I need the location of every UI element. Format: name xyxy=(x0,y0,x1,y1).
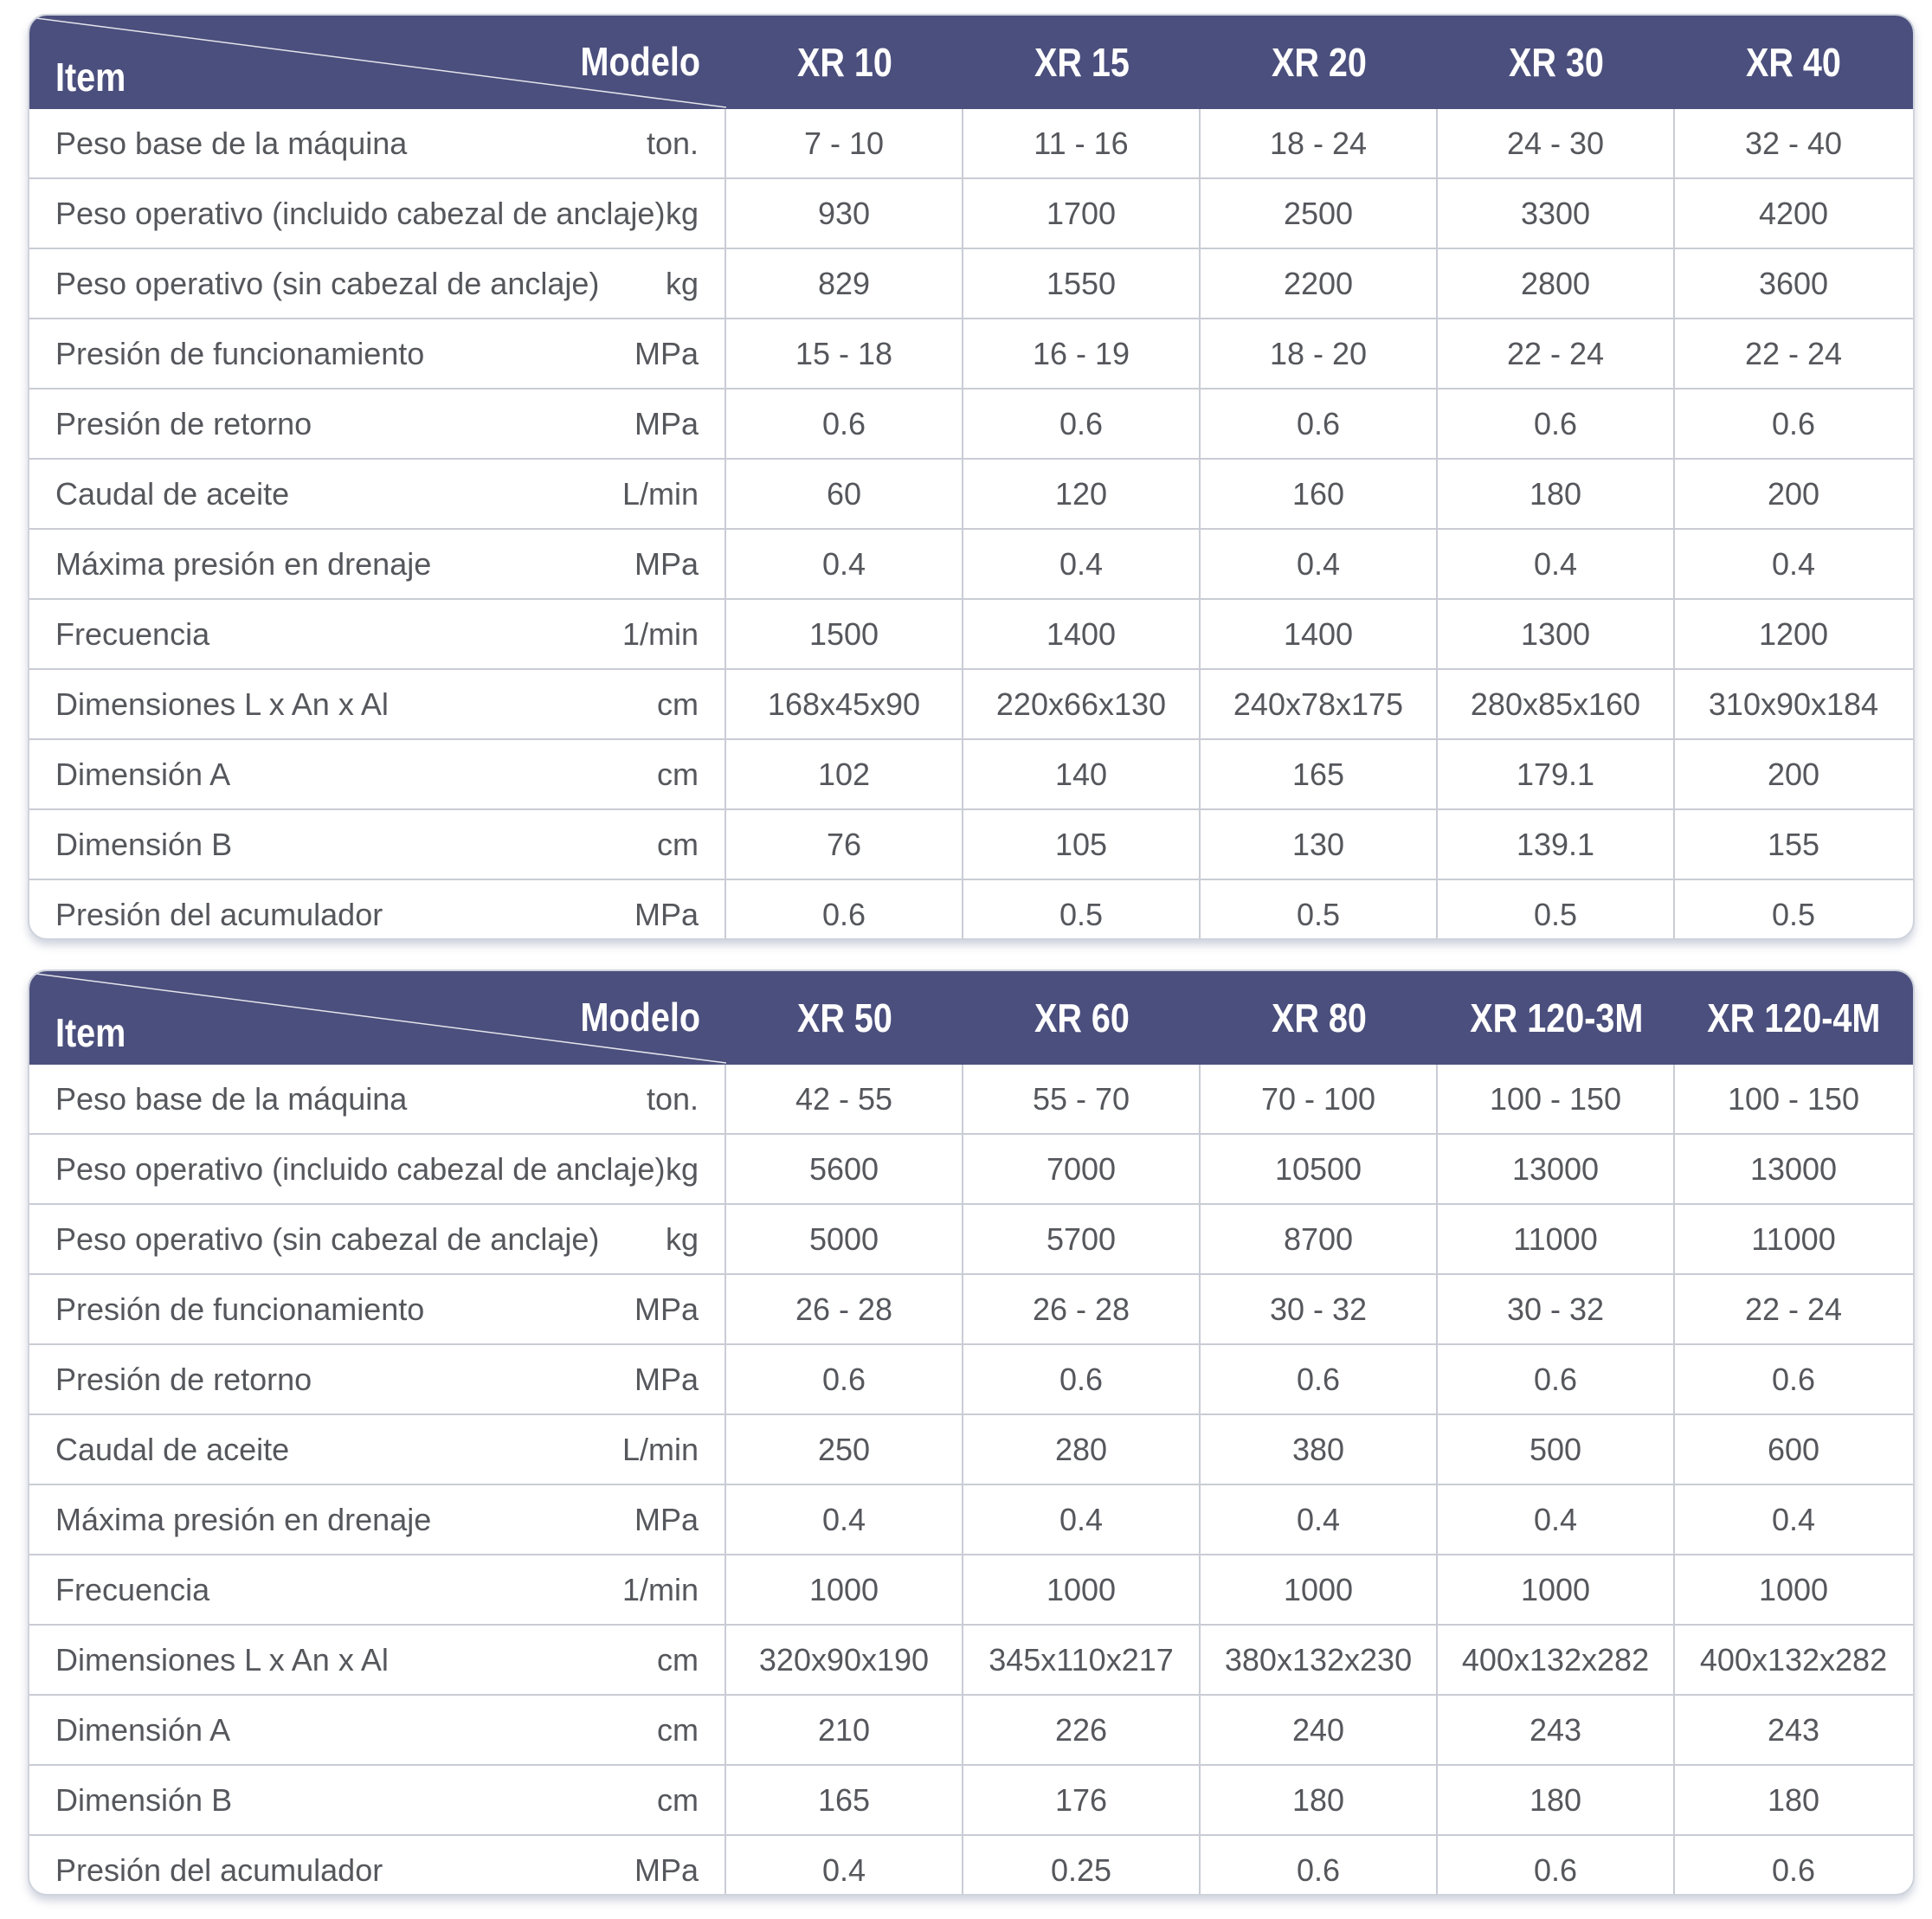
value-cell: 5700 xyxy=(963,1205,1201,1273)
value-cell: 100 - 150 xyxy=(1438,1065,1675,1133)
value-cell: 0.4 xyxy=(1201,530,1438,598)
value-cell: 26 - 28 xyxy=(726,1275,963,1343)
row-label-cell xyxy=(29,600,726,668)
row-label-cell xyxy=(29,319,726,388)
value-cell: 105 xyxy=(963,810,1201,879)
value-cell: 180 xyxy=(1767,1781,1820,1818)
table-row xyxy=(29,738,1913,808)
value-cell: 0.4 xyxy=(726,1485,963,1554)
row-label: Presión de retorno xyxy=(55,405,312,441)
value-cell: 0.4 xyxy=(963,1485,1201,1554)
value-cell: 18 - 24 xyxy=(1201,109,1438,177)
value-cell: 226 xyxy=(963,1696,1201,1764)
row-unit: ton. xyxy=(646,1080,699,1117)
value-cell: 0.6 xyxy=(1438,1836,1675,1896)
row-unit: MPa xyxy=(634,1291,699,1327)
row-label: Máxima presión en drenaje xyxy=(55,1501,432,1537)
row-label-cell xyxy=(29,1836,726,1896)
value-cell: 1400 xyxy=(1201,600,1438,668)
table-row xyxy=(29,388,1913,458)
value-cell: 280x85x160 xyxy=(1438,670,1675,738)
table-row xyxy=(29,528,1913,598)
row-label: Dimensión A xyxy=(55,756,231,792)
value-cell: 70 - 100 xyxy=(1201,1065,1438,1133)
value-cell: 55 - 70 xyxy=(963,1065,1201,1133)
model-header: XR 50 xyxy=(797,995,892,1040)
value-cell: 180 xyxy=(1201,1766,1438,1834)
value-cell: 2800 xyxy=(1438,249,1675,318)
table-row xyxy=(29,109,1913,177)
value-cell: 500 xyxy=(1438,1415,1675,1484)
row-label: Peso operativo (sin cabezal de anclaje) xyxy=(55,1220,600,1257)
table-row xyxy=(29,1273,1913,1343)
row-label: Presión de retorno xyxy=(55,1361,312,1397)
value-cell: 1500 xyxy=(726,600,963,668)
row-label-cell xyxy=(29,880,726,940)
value-cell: 165 xyxy=(726,1766,963,1834)
value-cell: 60 xyxy=(726,460,963,528)
row-label-cell xyxy=(29,1415,726,1484)
value-cell: 0.6 xyxy=(963,1345,1201,1413)
value-cell: 220x66x130 xyxy=(963,670,1201,738)
value-cell: 130 xyxy=(1201,810,1438,879)
value-cell: 11000 xyxy=(1751,1220,1836,1257)
value-cell: 0.4 xyxy=(1438,530,1675,598)
value-cell: 102 xyxy=(726,740,963,808)
value-cell: 24 - 30 xyxy=(1438,109,1675,177)
value-cell: 1000 xyxy=(963,1555,1201,1624)
value-cell: 30 - 32 xyxy=(1201,1275,1438,1343)
value-cell: 140 xyxy=(963,740,1201,808)
row-label-cell xyxy=(29,1065,726,1133)
value-cell: 0.6 xyxy=(1771,1851,1816,1888)
value-cell: 380 xyxy=(1201,1415,1438,1484)
row-unit: MPa xyxy=(634,1501,699,1537)
value-cell: 5600 xyxy=(726,1135,963,1203)
row-label-cell xyxy=(29,1766,726,1834)
table-row xyxy=(29,1203,1913,1273)
value-cell: 0.6 xyxy=(726,390,963,458)
row-label-cell xyxy=(29,249,726,318)
value-cell: 76 xyxy=(726,810,963,879)
value-cell: 0.5 xyxy=(963,880,1201,940)
corner-cell xyxy=(29,16,726,109)
row-label-cell xyxy=(29,390,726,458)
value-cell: 13000 xyxy=(1749,1150,1838,1187)
value-cell: 0.4 xyxy=(1771,1501,1816,1537)
table-row xyxy=(29,808,1913,879)
row-label-cell xyxy=(29,109,726,177)
value-cell: 0.4 xyxy=(963,530,1201,598)
value-cell: 22 - 24 xyxy=(1744,335,1843,371)
row-unit: cm xyxy=(657,1641,699,1678)
value-cell: 280 xyxy=(963,1415,1201,1484)
value-cell: 30 - 32 xyxy=(1438,1275,1675,1343)
value-cell: 0.6 xyxy=(1438,390,1675,458)
value-cell: 0.6 xyxy=(726,880,963,940)
row-label: Peso base de la máquina xyxy=(55,125,408,161)
table-row xyxy=(29,1413,1913,1484)
table-body xyxy=(29,1065,1913,1896)
row-label: Presión de funcionamiento xyxy=(55,335,425,371)
row-label: Dimensión B xyxy=(55,1781,233,1818)
row-label: Dimensiones L x An x Al xyxy=(55,686,389,722)
value-cell: 0.5 xyxy=(1771,896,1816,932)
table-row xyxy=(29,668,1913,738)
row-unit: cm xyxy=(657,756,699,792)
value-cell: 4200 xyxy=(1758,195,1829,231)
value-cell: 1400 xyxy=(963,600,1201,668)
value-cell: 165 xyxy=(1201,740,1438,808)
model-header: XR 15 xyxy=(1034,40,1130,85)
value-cell: 0.6 xyxy=(1438,1345,1675,1413)
value-cell: 2500 xyxy=(1201,179,1438,248)
row-label: Peso operativo (incluido cabezal de anclaje) xyxy=(55,1150,666,1187)
table-row xyxy=(29,1554,1913,1624)
value-cell: 180 xyxy=(1438,460,1675,528)
value-cell: 400x132x282 xyxy=(1699,1641,1888,1678)
table-row xyxy=(29,1694,1913,1764)
table-row xyxy=(29,1834,1913,1896)
table-row xyxy=(29,177,1913,248)
row-label: Caudal de aceite xyxy=(55,475,290,512)
value-cell: 11000 xyxy=(1438,1205,1675,1273)
value-cell: 1000 xyxy=(726,1555,963,1624)
value-cell: 18 - 20 xyxy=(1201,319,1438,388)
row-label-cell xyxy=(29,810,726,879)
value-cell: 180 xyxy=(1438,1766,1675,1834)
row-label-cell xyxy=(29,1555,726,1624)
corner-cell xyxy=(29,971,726,1065)
value-cell: 0.4 xyxy=(1201,1485,1438,1554)
value-cell: 22 - 24 xyxy=(1744,1291,1843,1327)
row-unit: ton. xyxy=(646,125,699,161)
value-cell: 400x132x282 xyxy=(1438,1626,1675,1694)
value-cell: 3600 xyxy=(1758,265,1829,301)
value-cell: 0.6 xyxy=(1201,390,1438,458)
model-header: XR 120-3M xyxy=(1469,995,1644,1040)
table-header xyxy=(29,16,1913,109)
table-row xyxy=(29,1343,1913,1413)
table-row xyxy=(29,1133,1913,1203)
value-cell: 139.1 xyxy=(1438,810,1675,879)
item-label: Item xyxy=(55,55,126,100)
row-label: Dimensión B xyxy=(55,826,233,862)
value-cell: 0.6 xyxy=(726,1345,963,1413)
value-cell: 0.4 xyxy=(726,1836,963,1896)
model-header: XR 80 xyxy=(1272,995,1367,1040)
table-row xyxy=(29,248,1913,318)
row-label-cell xyxy=(29,1696,726,1764)
value-cell: 240 xyxy=(1201,1696,1438,1764)
row-label: Presión del acumulador xyxy=(55,896,383,932)
value-cell: 320x90x190 xyxy=(726,1626,963,1694)
value-cell: 200 xyxy=(1767,475,1820,512)
value-cell: 240x78x175 xyxy=(1201,670,1438,738)
row-unit: kg xyxy=(665,1220,699,1257)
value-cell: 1700 xyxy=(963,179,1201,248)
row-label-cell xyxy=(29,740,726,808)
value-cell: 176 xyxy=(963,1766,1201,1834)
row-unit: L/min xyxy=(621,1431,699,1467)
value-cell: 120 xyxy=(963,460,1201,528)
value-cell: 32 - 40 xyxy=(1744,125,1843,161)
table-row xyxy=(29,1065,1913,1133)
value-cell: 11 - 16 xyxy=(963,109,1201,177)
row-label: Dimensión A xyxy=(55,1711,231,1748)
value-cell: 380x132x230 xyxy=(1201,1626,1438,1694)
value-cell: 310x90x184 xyxy=(1708,686,1879,722)
model-header: XR 60 xyxy=(1034,995,1130,1040)
table-row xyxy=(29,1484,1913,1554)
row-unit: cm xyxy=(657,1711,699,1748)
row-label: Frecuencia xyxy=(55,615,210,652)
row-label-cell xyxy=(29,1135,726,1203)
value-cell: 0.6 xyxy=(963,390,1201,458)
value-cell: 1000 xyxy=(1438,1555,1675,1624)
row-unit: 1/min xyxy=(621,1571,699,1607)
value-cell: 10500 xyxy=(1201,1135,1438,1203)
row-label: Peso base de la máquina xyxy=(55,1080,408,1117)
row-label: Dimensiones L x An x Al xyxy=(55,1641,389,1678)
table-header xyxy=(29,971,1913,1065)
value-cell: 210 xyxy=(726,1696,963,1764)
value-cell: 7000 xyxy=(963,1135,1201,1203)
value-cell: 1200 xyxy=(1758,615,1829,652)
model-header: XR 10 xyxy=(797,40,892,85)
value-cell: 15 - 18 xyxy=(726,319,963,388)
value-cell: 5000 xyxy=(726,1205,963,1273)
row-label-cell xyxy=(29,1205,726,1273)
table-row xyxy=(29,598,1913,668)
value-cell: 1300 xyxy=(1438,600,1675,668)
row-unit: MPa xyxy=(634,545,699,582)
value-cell: 200 xyxy=(1767,756,1820,792)
value-cell: 16 - 19 xyxy=(963,319,1201,388)
value-cell: 0.4 xyxy=(1771,545,1816,582)
row-label-cell xyxy=(29,179,726,248)
value-cell: 0.5 xyxy=(1201,880,1438,940)
model-header: XR 20 xyxy=(1272,40,1367,85)
row-unit: MPa xyxy=(634,1361,699,1397)
value-cell: 42 - 55 xyxy=(726,1065,963,1133)
row-label-cell xyxy=(29,1275,726,1343)
value-cell: 243 xyxy=(1767,1711,1820,1748)
row-unit: cm xyxy=(657,1781,699,1818)
model-header: XR 30 xyxy=(1509,40,1604,85)
table-row xyxy=(29,458,1913,528)
value-cell: 829 xyxy=(726,249,963,318)
value-cell: 243 xyxy=(1438,1696,1675,1764)
value-cell: 2200 xyxy=(1201,249,1438,318)
value-cell: 0.6 xyxy=(1771,1361,1816,1397)
row-unit: MPa xyxy=(634,1851,699,1888)
value-cell: 26 - 28 xyxy=(963,1275,1201,1343)
row-label: Máxima presión en drenaje xyxy=(55,545,432,582)
value-cell: 345x110x217 xyxy=(963,1626,1201,1694)
modelo-label: Modelo xyxy=(580,995,700,1040)
row-unit: 1/min xyxy=(621,615,699,652)
row-unit: kg xyxy=(665,195,699,231)
value-cell: 8700 xyxy=(1201,1205,1438,1273)
model-header: XR 120-4M xyxy=(1706,995,1881,1040)
value-cell: 0.6 xyxy=(1201,1345,1438,1413)
row-unit: cm xyxy=(657,686,699,722)
row-label-cell xyxy=(29,670,726,738)
row-unit: MPa xyxy=(634,896,699,932)
table-row xyxy=(29,879,1913,940)
value-cell: 168x45x90 xyxy=(726,670,963,738)
value-cell: 179.1 xyxy=(1438,740,1675,808)
value-cell: 22 - 24 xyxy=(1438,319,1675,388)
value-cell: 0.4 xyxy=(1438,1485,1675,1554)
value-cell: 0.5 xyxy=(1438,880,1675,940)
row-label: Presión de funcionamiento xyxy=(55,1291,425,1327)
row-label-cell xyxy=(29,530,726,598)
value-cell: 600 xyxy=(1767,1431,1820,1467)
value-cell: 0.25 xyxy=(963,1836,1201,1896)
spec-table-2 xyxy=(28,969,1915,1896)
value-cell: 3300 xyxy=(1438,179,1675,248)
modelo-label: Modelo xyxy=(580,39,700,84)
row-label: Presión del acumulador xyxy=(55,1851,383,1888)
value-cell: 0.6 xyxy=(1771,405,1816,441)
value-cell: 155 xyxy=(1767,826,1820,862)
value-cell: 0.4 xyxy=(726,530,963,598)
spec-table-1 xyxy=(28,14,1915,940)
value-cell: 160 xyxy=(1201,460,1438,528)
row-unit: MPa xyxy=(634,335,699,371)
model-header: XR 40 xyxy=(1746,40,1841,85)
value-cell: 1000 xyxy=(1201,1555,1438,1624)
table-row xyxy=(29,1764,1913,1834)
row-label: Peso operativo (sin cabezal de anclaje) xyxy=(55,265,600,301)
value-cell: 1550 xyxy=(963,249,1201,318)
value-cell: 930 xyxy=(726,179,963,248)
row-label-cell xyxy=(29,1485,726,1554)
value-cell: 13000 xyxy=(1438,1135,1675,1203)
table-row xyxy=(29,318,1913,388)
row-label: Peso operativo (incluido cabezal de anclaje) xyxy=(55,195,666,231)
value-cell: 250 xyxy=(726,1415,963,1484)
table-row xyxy=(29,1624,1913,1694)
value-cell: 7 - 10 xyxy=(726,109,963,177)
row-label-cell xyxy=(29,1345,726,1413)
row-unit: cm xyxy=(657,826,699,862)
row-label: Caudal de aceite xyxy=(55,1431,290,1467)
row-unit: kg xyxy=(665,265,699,301)
item-label: Item xyxy=(55,1010,126,1055)
value-cell: 0.6 xyxy=(1201,1836,1438,1896)
row-unit: L/min xyxy=(621,475,699,512)
row-label: Frecuencia xyxy=(55,1571,210,1607)
table-body xyxy=(29,109,1913,940)
value-cell: 1000 xyxy=(1758,1571,1829,1607)
row-unit: MPa xyxy=(634,405,699,441)
row-label-cell xyxy=(29,460,726,528)
row-unit: kg xyxy=(665,1150,699,1187)
row-label-cell xyxy=(29,1626,726,1694)
value-cell: 100 - 150 xyxy=(1727,1080,1860,1117)
